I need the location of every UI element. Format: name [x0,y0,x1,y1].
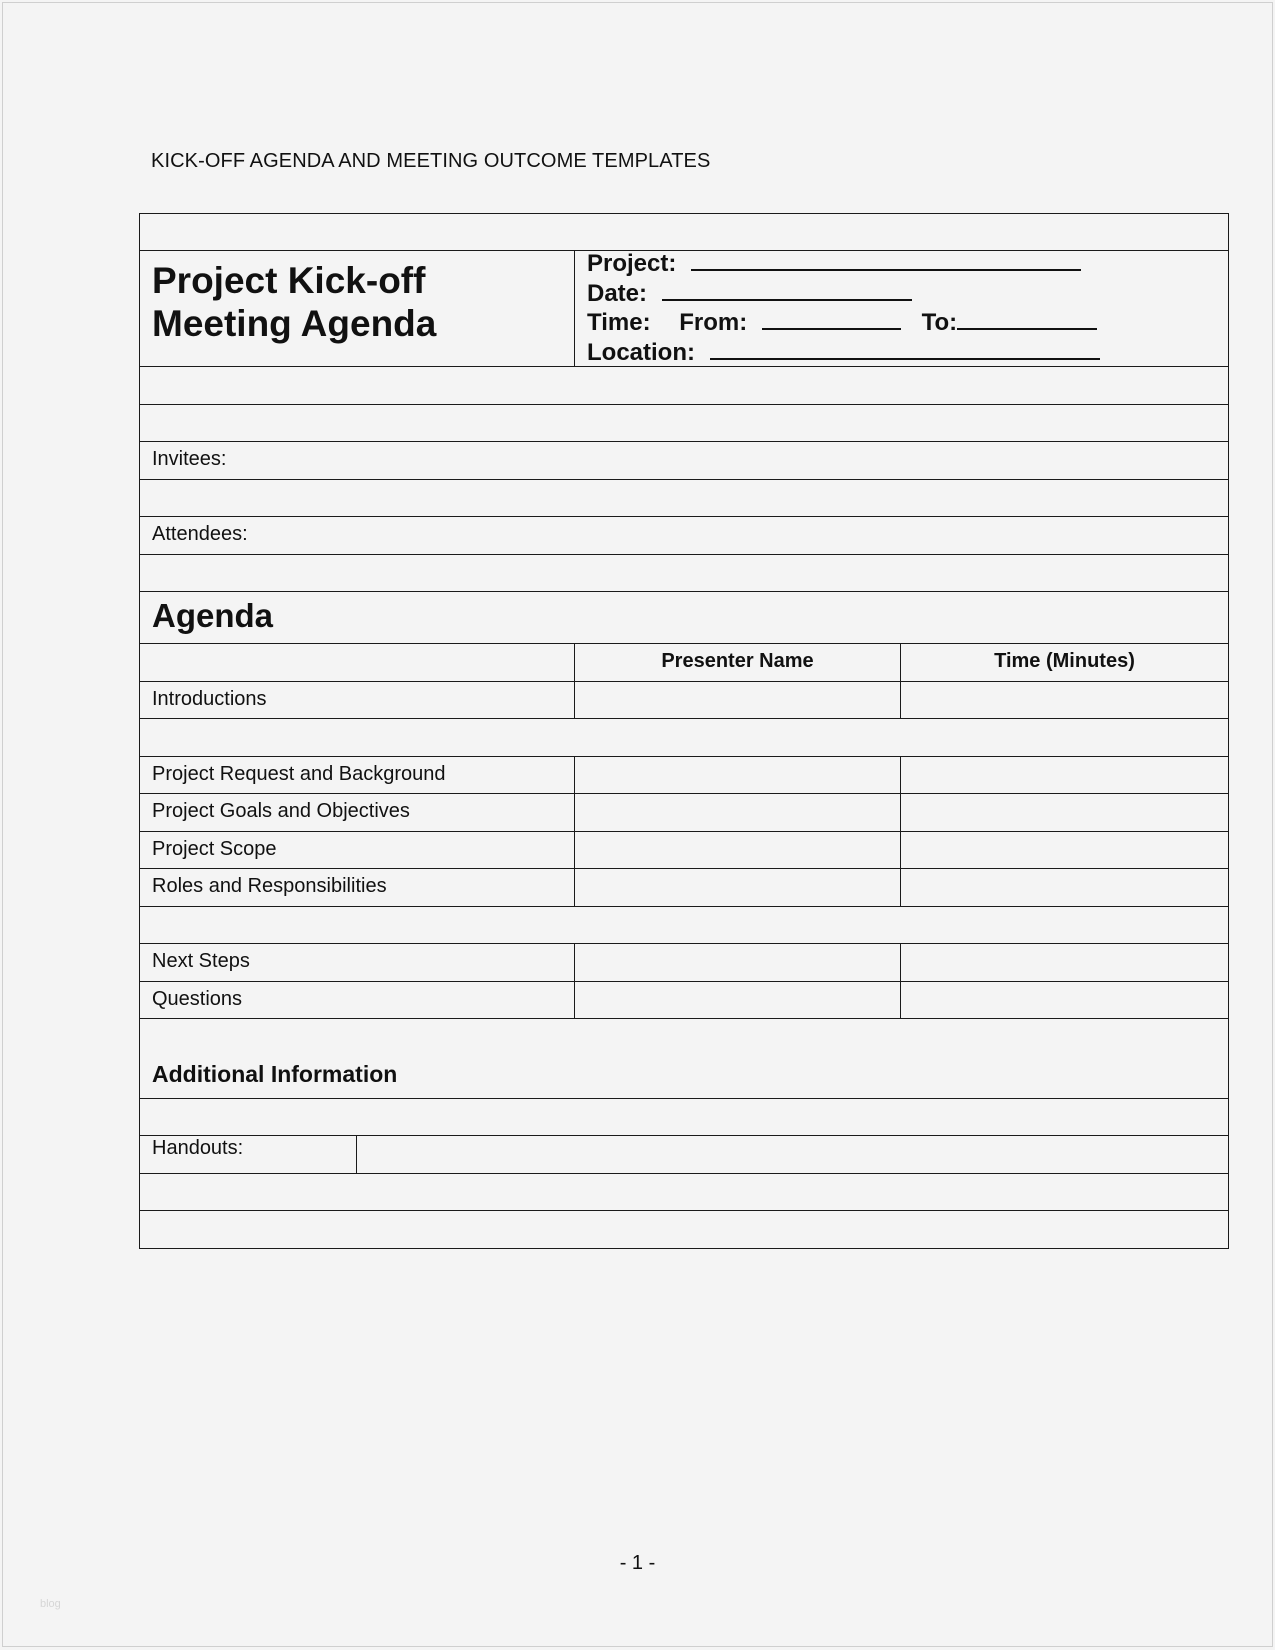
handouts-label: Handouts: [152,1137,244,1159]
location-input[interactable] [710,338,1100,360]
date-field [587,279,1100,309]
agenda-row [139,757,1229,795]
page-number: - 1 - [619,1552,656,1574]
project-label: Project: [587,250,677,277]
location-field [587,338,1100,368]
presenter-cell[interactable] [576,757,899,794]
column-divider [574,982,575,1019]
column-divider [574,794,575,831]
presenter-cell[interactable] [576,794,899,831]
column-divider [574,251,575,366]
agenda-title: Agenda [152,597,274,634]
agenda-header-row [139,644,1229,682]
location-label: Location: [587,339,695,367]
time-field [587,308,1100,338]
handouts-row [139,1136,1229,1174]
form-title-line-2: Meeting Agenda [152,303,437,344]
agenda-row [139,982,1229,1020]
column-divider [900,982,901,1019]
presenter-cell[interactable] [576,832,899,869]
blank-row [139,1174,1229,1212]
attendees-label: Attendees: [152,523,248,545]
agenda-topic: Roles and Responsibilities [152,875,387,897]
additional-info-title-row [139,1061,1229,1099]
column-divider [574,944,575,981]
column-divider [574,757,575,794]
agenda-topic: Project Scope [152,837,277,860]
blank-row [139,213,1229,251]
minutes-cell[interactable] [902,982,1227,1019]
agenda-row [139,794,1229,832]
blank-row [139,405,1229,443]
date-label: Date: [587,279,648,307]
agenda-topic: Project Goals and Objectives [152,800,410,822]
minutes-cell[interactable] [902,832,1227,869]
presenter-cell[interactable] [576,982,899,1019]
agenda-row [139,944,1229,982]
agenda-title-row [139,592,1229,644]
column-divider [356,1136,357,1173]
column-divider [574,682,575,719]
additional-info-title: Additional Information [152,1061,398,1087]
blank-row [139,1099,1229,1137]
blank-row [139,1211,1229,1249]
watermark: blog [40,1598,61,1610]
project-input[interactable] [691,249,1081,271]
form-title [152,259,436,345]
column-divider [900,757,901,794]
form-title-line-1: Project Kick-off [152,260,426,301]
agenda-topic: Introductions [152,687,267,710]
column-divider [900,682,901,719]
agenda-row [139,869,1229,907]
header-row [139,251,1229,367]
blank-row [139,480,1229,518]
to-label: To: [921,309,958,337]
presenter-name-header: Presenter Name [661,650,814,672]
kickoff-agenda-form [139,213,1229,1249]
column-divider [574,832,575,869]
presenter-cell[interactable] [576,682,899,719]
minutes-cell[interactable] [902,794,1227,831]
blank-row [139,907,1229,945]
minutes-cell[interactable] [902,944,1227,981]
date-input[interactable] [662,279,912,301]
meeting-details [587,249,1100,368]
invitees-row[interactable] [139,442,1229,480]
minutes-cell[interactable] [902,757,1227,794]
attendees-row[interactable] [139,517,1229,555]
handouts-input[interactable] [358,1136,1228,1173]
minutes-cell[interactable] [902,682,1227,719]
column-divider [574,869,575,906]
document-heading: KICK-OFF AGENDA AND MEETING OUTCOME TEMPLATES [151,150,711,172]
agenda-topic: Next Steps [152,950,250,972]
to-input[interactable] [957,308,1097,330]
presenter-cell[interactable] [576,869,899,906]
agenda-topic: Project Request and Background [152,762,446,785]
from-input[interactable] [762,308,901,330]
column-divider [900,944,901,981]
time-label: Time: [587,309,651,337]
blank-row [139,367,1229,405]
from-label: From: [679,309,748,337]
blank-row [139,719,1229,757]
time-minutes-header: Time (Minutes) [994,650,1135,672]
blank-row [139,555,1229,593]
column-divider [900,869,901,906]
column-divider [900,832,901,869]
agenda-row [139,682,1229,720]
project-field [587,249,1100,279]
agenda-row [139,832,1229,870]
agenda-topic: Questions [152,987,243,1010]
blank-row [139,1019,1229,1061]
column-divider [900,794,901,831]
invitees-label: Invitees: [152,448,227,470]
minutes-cell[interactable] [902,869,1227,906]
presenter-cell[interactable] [576,944,899,981]
